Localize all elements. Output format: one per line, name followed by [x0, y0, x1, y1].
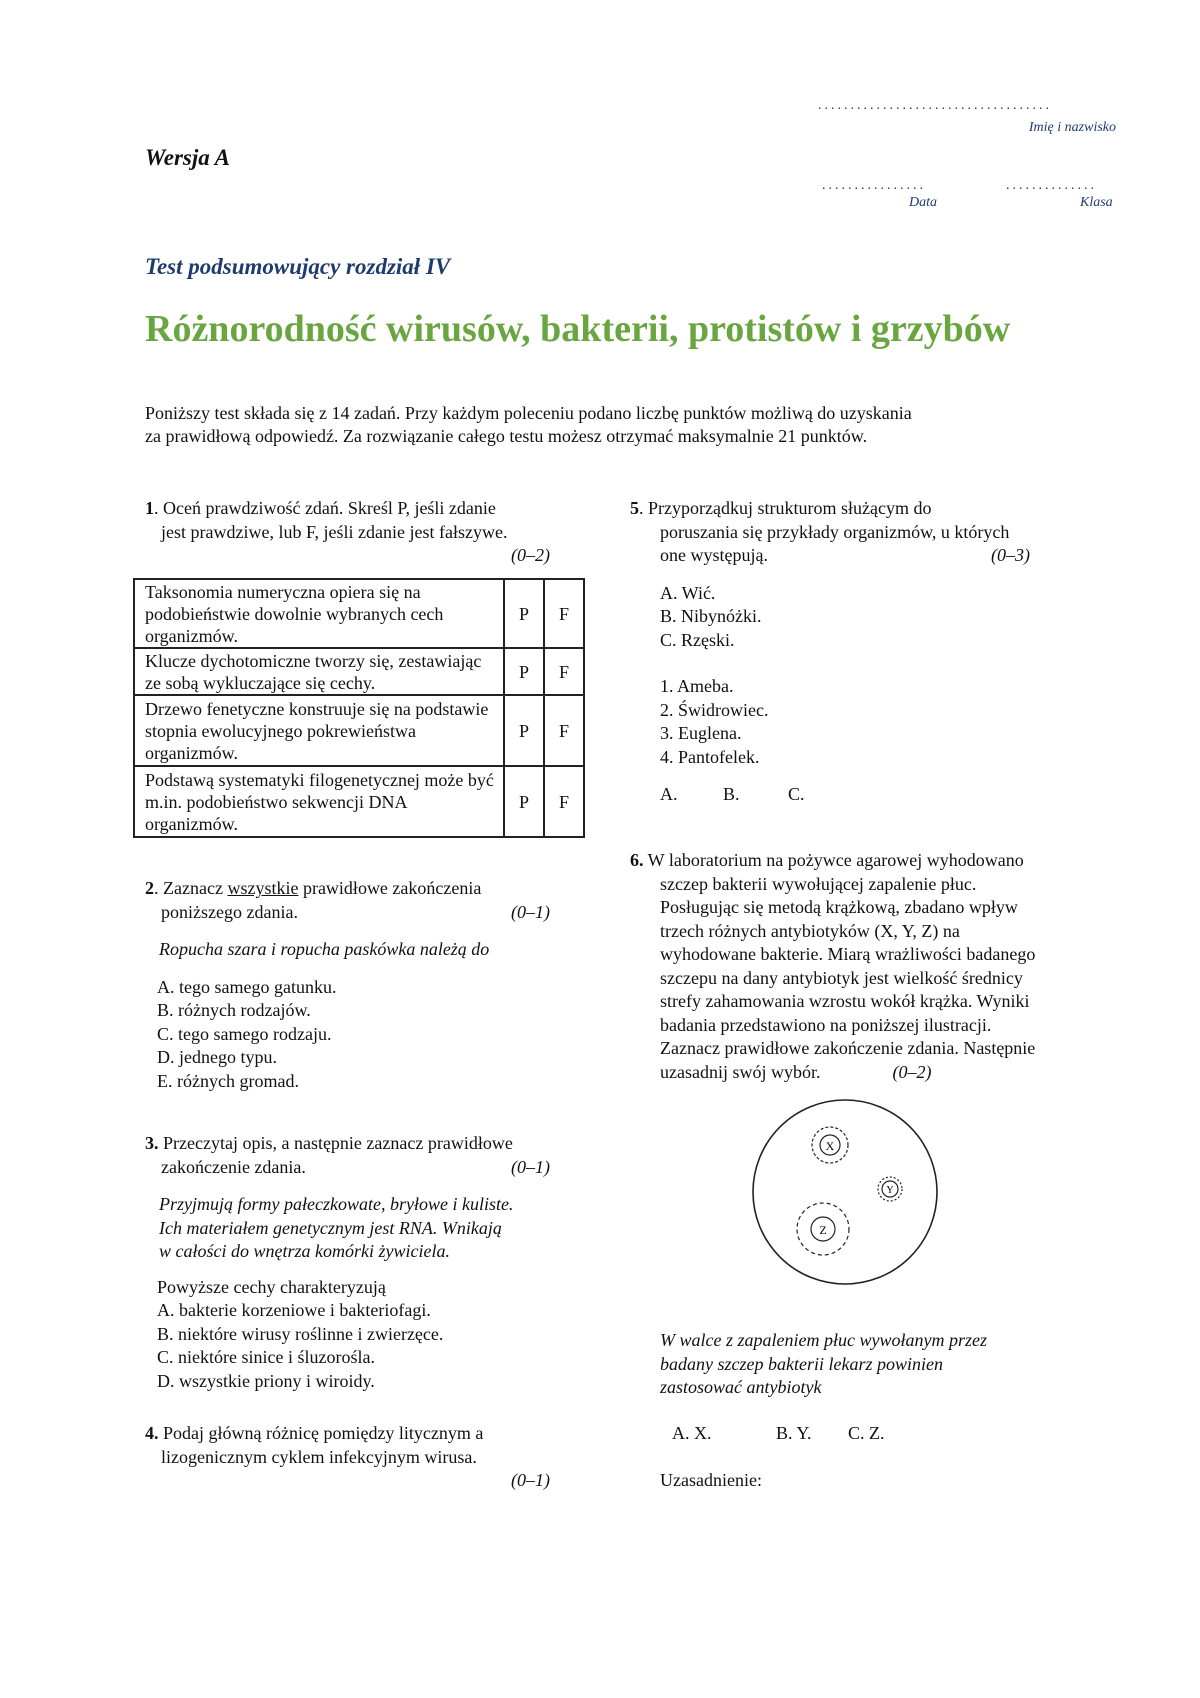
question-text: one występują.: [660, 545, 768, 565]
class-dotted-line[interactable]: ..............: [1006, 178, 1097, 193]
date-dotted-line[interactable]: ................: [822, 178, 926, 193]
class-label: Klasa: [1080, 195, 1113, 210]
answer-slot-c[interactable]: C.: [788, 784, 805, 804]
page-title: Różnorodność wirusów, bakterii, protistów i grzybów: [145, 308, 1011, 350]
date-label: Data: [909, 195, 937, 210]
intro-line-1: Poniższy test składa się z 14 zadań. Przy każdym poleceniu podano liczbę punktów możliwą do uzyskania: [145, 403, 912, 423]
question-6: [630, 849, 1050, 1084]
statement-cell: Klucze dychotomiczne tworzy się, zestawiając ze sobą wykluczające się cechy.: [134, 648, 504, 695]
points-label: (0–3): [991, 545, 1030, 565]
answer-option[interactable]: D. jednego typu.: [157, 1047, 277, 1067]
points-label: (0–1): [511, 1470, 550, 1490]
structure-item: C. Rzęski.: [660, 629, 735, 650]
question-text: . Zaznacz: [154, 878, 228, 898]
question-text: szczep bakterii wywołującej zapalenie płuc.: [660, 873, 977, 894]
question-number: 3.: [145, 1133, 159, 1153]
points-label: (0–1): [511, 1156, 550, 1177]
question-number: 6.: [630, 850, 644, 870]
structure-item: A. Wić.: [660, 582, 716, 603]
name-label: Imię i nazwisko: [1028, 120, 1116, 135]
question-text: zakończenie zdania.: [161, 1156, 306, 1177]
antibiotic-disc-y: [878, 1177, 902, 1201]
answer-option[interactable]: A. bakterie korzeniowe i bakteriofagi.: [157, 1300, 431, 1320]
question-text: W laboratorium na pożywce agarowej wyhodowano: [643, 850, 1024, 870]
question-5: [630, 497, 1035, 807]
question-stem: Ropucha szara i ropucha paskówka należą do: [159, 939, 490, 959]
antibiotic-disc-x: [812, 1127, 848, 1163]
statement-cell: Podstawą systematyki filogenetycznej może być m.in. podobieństwo sekwencji DNA organizmów.: [134, 766, 504, 837]
true-false-table: [133, 578, 585, 838]
question-text: jest prawdziwe, lub F, jeśli zdanie jest fałszywe.: [161, 521, 508, 542]
table-row: [134, 766, 584, 837]
answer-option[interactable]: E. różnych gromad.: [157, 1070, 299, 1091]
answer-option[interactable]: A. tego samego gatunku.: [157, 976, 337, 997]
description-line: Przyjmują formy pałeczkowate, bryłowe i kuliste.: [159, 1194, 514, 1214]
p-option[interactable]: P: [504, 579, 544, 648]
question-number: 2: [145, 878, 154, 898]
justification-label: Uzasadnienie:: [660, 1470, 762, 1490]
question-text: trzech różnych antybiotyków (X, Y, Z) na: [660, 920, 960, 941]
test-subtitle: Test podsumowujący rozdział IV: [145, 254, 451, 279]
organism-item: 4. Pantofelek.: [660, 746, 760, 767]
f-option[interactable]: F: [544, 579, 584, 648]
p-option[interactable]: P: [504, 766, 544, 837]
question-stem: Powyższe cechy charakteryzują: [157, 1276, 386, 1297]
table-row: [134, 579, 584, 648]
question-3: [145, 1132, 550, 1393]
description-text: [145, 1193, 550, 1264]
question-text: wyhodowane bakterie. Miarą wrażliwości badanego: [660, 944, 1036, 964]
name-dotted-line[interactable]: ....................................: [818, 98, 1052, 113]
statement-cell: Taksonomia numeryczna opiera się na podobieństwie dowolnie wybranych cech organizmów.: [134, 579, 504, 648]
answer-option[interactable]: B. różnych rodzajów.: [157, 1000, 311, 1020]
question-text: prawidłowe zakończenia: [298, 878, 482, 898]
emphasis-underlined: wszystkie: [227, 878, 299, 898]
answer-slot-b[interactable]: B.: [723, 784, 740, 804]
question-number: 4.: [145, 1423, 159, 1443]
version-label: Wersja A: [145, 145, 230, 170]
answer-option[interactable]: A. X.: [672, 1423, 712, 1443]
answer-option[interactable]: B. niektóre wirusy roślinne i zwierzęce.: [157, 1323, 444, 1344]
statement-cell: Drzewo fenetyczne konstruuje się na podstawie stopnia ewolucyjnego pokrewieństwa organizmów.: [134, 695, 504, 766]
question-text: poruszania się przykłady organizmów, u których: [660, 521, 1010, 542]
antibiotic-disc-z: [797, 1203, 849, 1255]
answer-slot-a[interactable]: A.: [660, 784, 678, 804]
intro-text: [145, 402, 912, 448]
organism-item: 3. Euglena.: [660, 723, 742, 743]
stem-line: zastosować antybiotyk: [660, 1377, 822, 1397]
table-row: [134, 648, 584, 695]
structure-item: B. Nibynóżki.: [660, 606, 762, 626]
points-label: (0–2): [511, 545, 550, 565]
question-1: [145, 497, 550, 568]
points-label: (0–2): [892, 1061, 932, 1082]
stem-line: badany szczep bakterii lekarz powinien: [660, 1353, 943, 1374]
question-6-stem: [660, 1329, 987, 1400]
answer-option[interactable]: B. Y.: [776, 1423, 812, 1443]
points-label: (0–1): [511, 901, 550, 922]
question-text: uzasadnij swój wybór.: [660, 1061, 821, 1082]
description-line: w całości do wnętrza komórki żywiciela.: [159, 1241, 450, 1261]
table-row: [134, 695, 584, 766]
disc-label-z: Z: [819, 1223, 827, 1237]
question-2: [145, 877, 550, 1093]
f-option[interactable]: F: [544, 695, 584, 766]
petri-dish-illustration: [750, 1097, 940, 1287]
f-option[interactable]: F: [544, 648, 584, 695]
organism-item: 2. Świdrowiec.: [660, 699, 769, 720]
question-text: badania przedstawiono na poniższej ilustracji.: [660, 1014, 992, 1035]
answer-option[interactable]: D. wszystkie priony i wiroidy.: [157, 1370, 375, 1391]
question-4: [145, 1422, 550, 1493]
answer-option[interactable]: C. tego samego rodzaju.: [157, 1023, 332, 1044]
p-option[interactable]: P: [504, 695, 544, 766]
answer-option[interactable]: C. niektóre sinice i śluzorośla.: [157, 1347, 375, 1367]
question-text: strefy zahamowania wzrostu wokół krążka. Wyniki: [660, 991, 1030, 1011]
stem-line: W walce z zapaleniem płuc wywołanym przez: [660, 1330, 987, 1350]
petri-dish: [753, 1100, 937, 1284]
description-line: Ich materiałem genetycznym jest RNA. Wnikają: [159, 1217, 502, 1238]
question-text: lizogenicznym cyklem infekcyjnym wirusa.: [161, 1446, 477, 1467]
question-text: Posługując się metodą krążkową, zbadano wpływ: [660, 897, 1018, 917]
question-text: Podaj główną różnicę pomiędzy litycznym a: [158, 1423, 484, 1443]
question-text: Zaznacz prawidłowe zakończenie zdania. Następnie: [660, 1038, 1036, 1058]
intro-line-2: za prawidłową odpowiedź. Za rozwiązanie całego testu możesz otrzymać maksymalnie 21 punktów.: [145, 426, 868, 446]
question-6-options: [672, 1422, 885, 1446]
disc-label-y: Y: [886, 1185, 894, 1196]
answer-option[interactable]: C. Z.: [848, 1423, 885, 1443]
question-text: poniższego zdania.: [161, 901, 298, 922]
disc-label-x: X: [825, 1139, 835, 1153]
question-text: Przeczytaj opis, a następnie zaznacz prawidłowe: [158, 1133, 513, 1153]
question-text: szczepu na dany antybiotyk jest wielkość średnicy: [660, 967, 1023, 988]
f-option[interactable]: F: [544, 766, 584, 837]
question-number: 5: [630, 498, 639, 518]
question-text: . Przyporządkuj strukturom służącym do: [639, 498, 932, 518]
question-text: . Oceń prawdziwość zdań. Skreśl P, jeśli zdanie: [154, 498, 496, 518]
organism-item: 1. Ameba.: [660, 676, 734, 696]
p-option[interactable]: P: [504, 648, 544, 695]
question-number: 1: [145, 498, 154, 518]
